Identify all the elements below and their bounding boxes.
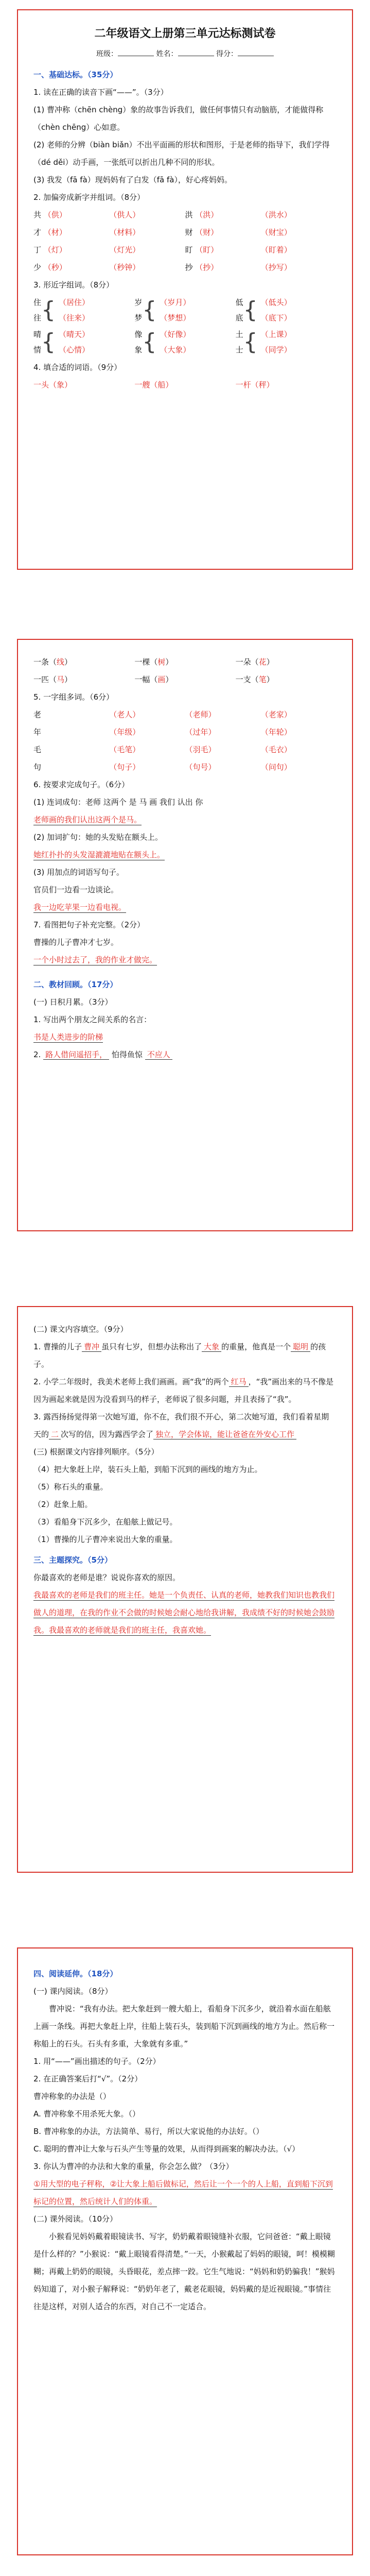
q2-row: 共 （供） （供人） 洪 （洪） （洪水） <box>33 210 292 219</box>
q6-3-answer: 我一边吃苹果一边看电视。 <box>33 903 127 912</box>
s2-q3-item: （1）曹操的儿子曹冲来说出大象的重量。 <box>33 1535 178 1544</box>
s4-q2-passage: 小猴看见妈妈戴着眼镜读书、写字，奶奶戴着眼镜缝补衣服，它问爸爸：“戴上眼镜是什么样的？”小猴说：“戴上眼镜看得清楚。”一天，小猴戴起了妈妈的眼镜，呵！模模糊糊；再戴上奶奶的眼镜，头昏眼花，差点摔一跤。它生气地说：“妈妈和奶奶骗我！”猴妈妈知道了，对小猴子解释说：“奶奶年老了，戴老花眼镜，妈妈戴的是近视眼镜。”事情往往是这样，对别人适合的东西，对自己不一定适合。 <box>33 2232 335 2311</box>
q4-item: 一艘（船） <box>134 380 173 389</box>
s2-q1-1-answer: 书是人类进步的阶梯 <box>33 1032 103 1042</box>
section-4-title: 四、阅读延伸。（18分） <box>33 1969 118 1978</box>
s2-q2-1: 1. 曹操的儿子 曹冲 虽只有七岁，但想办法称出了 大象 的重量，他真是一个 聪明 的孩子。 <box>33 1342 326 1369</box>
q6-3: (3) 用加点的词语写句子。 <box>33 868 125 877</box>
s4-q1-1: 1. 用“——”画出描述的句子。（2分） <box>33 2057 161 2066</box>
q2-rows <box>33 206 337 276</box>
s3-answer: 我最喜欢的老师是我们的班主任。她是一个负责任、认真的老师，她教我们知识也教我们做人的道理，在我的作业不会做的时候她会耐心地给我讲解，我成绩不好的时候她会鼓励我。我最喜欢的老师就是我们的班主任，我喜欢她。 <box>33 1590 335 1635</box>
s2-q3-item: （4）把大象赶上岸，装石头上船，到船下沉到的画线的地方为止。 <box>33 1465 262 1474</box>
q5-row: 年 （年级） （过年） （年轮） <box>33 727 292 737</box>
q3-group: 住 往 { （居住） （往来） <box>33 297 90 323</box>
section-2-title: 二、教材回顾。（17分） <box>33 980 118 989</box>
s4-q1-2: 2. 在正确答案后打“√”。（2分） <box>33 2074 143 2083</box>
q1-line-2: (2) 老师的分辨（biàn biǎn）不出平面画的形状和图形，于是老师的指导下，我们学得（dé děi）动手画，一张纸可以折出几种不同的形状。 <box>33 140 330 167</box>
s2-q2-3: 3. 露西扬扬觉得第一次她写道，你不在，我们很不开心，第二次她写道，我们看着星期天的 二 次写的信，因为露西学会了 独立，学会体谅，能让爸爸在外安心工作 <box>33 1412 329 1439</box>
card-4 <box>17 1947 353 2555</box>
s2-q1-prompt: (一) 日积月累。（3分） <box>33 997 113 1007</box>
q4-item: 一头（象） <box>33 380 73 389</box>
q3-group: 岁 梦 { （岁月） （梦想） <box>134 297 191 323</box>
q5-row: 句 （句子） （句号） （问句） <box>33 762 292 772</box>
q3-group: 像 象 { （好像） （大象） <box>134 329 191 355</box>
q4-items-2a: 一条（线） 一棵（树） 一朵（花） <box>33 657 274 667</box>
q5-prompt: 5. 一字组多词。（6分） <box>33 692 114 702</box>
section-1-title: 一、基础达标。（35分） <box>33 70 118 79</box>
card-2 <box>17 639 353 1231</box>
s2-q3-item: （5）称石头的重量。 <box>33 1482 108 1492</box>
q1-line-1: (1) 曹冲称（chēn chèng）象的故事告诉我们，做任何事情只有动脑筋，才能做得称（chèn chēng）心如意。 <box>33 105 324 132</box>
s2-q2-2: 2. 小学二年级时，我美术老师上我们画画。画“我”的两个 红马 ，“我”画出来的马不像是因为画起来就是因为没看到马的样子，老师说了很多问题，并且表扬了“我”。 <box>33 1377 334 1404</box>
card-3 <box>17 1306 353 1873</box>
q4-items <box>33 376 337 394</box>
s4-q1-2-opt: C. 聪明的曹冲让大象与石头产生等量的效果，从而得到画案的解决办法。（√） <box>33 2144 300 2154</box>
q7-prompt: 7. 看图把句子补充完整。（2分） <box>33 920 145 929</box>
s2-q3-item: （3）看船身下沉多少，在船舷上做记号。 <box>33 1517 178 1527</box>
section-3-title: 三、主题探究。（5分） <box>33 1555 112 1565</box>
s4-q1-3-answer: ①用大型的电子秤称，②让大象上船后做标记，然后让一个一个的人上船，直到船下沉到标记的位置，然后统计人们的体重。 <box>33 2179 333 2206</box>
q7-answer: 一个小时过去了，我的作业才做完。 <box>33 955 157 964</box>
s4-q1-2q: 曹冲称象的办法是（） <box>33 2092 111 2101</box>
q3-groups-row-1 <box>33 295 337 326</box>
q6-2-answer: 她红扑扑的头发湿漉漉地贴在额头上。 <box>33 850 165 859</box>
name-label: 姓名： <box>156 50 178 58</box>
q3-prompt: 3. 形近字组词。（8分） <box>33 280 114 290</box>
s2-q1-2: 2. 路人借问遥招手， 怕得鱼惊 不应人 <box>33 1046 337 1063</box>
q6-1: (1) 连词成句：老师 这两个 是 马 画 我们 认出 你 <box>33 798 203 807</box>
q6-1-answer: 老师画的我们认出这两个是马。 <box>33 815 142 824</box>
card-1 <box>17 9 353 570</box>
s2-q3-item: （2）赶象上船。 <box>33 1500 93 1509</box>
q6-prompt: 6. 按要求完成句子。（6分） <box>33 780 130 789</box>
q3-group: 晴 情 { （晴天） （心情） <box>33 329 90 355</box>
s4-q1-3: 3. 你认为曹冲的办法和大象的重量，你会怎么做？（3分） <box>33 2162 234 2171</box>
s4-q2-prompt: (二) 课外阅读。（10分） <box>33 2214 118 2224</box>
class-label: 班级： <box>96 50 118 58</box>
q4-item: 一杆（秤） <box>235 380 274 389</box>
q3-groups-row-2 <box>33 327 337 358</box>
score-label: 得分： <box>216 50 238 58</box>
s4-q1-passage: 曹冲说：“我有办法。把大象赶到一艘大船上，看船身下沉多少，就沿着水面在船舷上画一条线。再把大象赶上岸，往船上装石头，装到船下沉到画线的地方为止。然后称一称船上的石头。石头有多重，大象就有多重。” <box>33 2004 335 2048</box>
q2-row: 少 （秒） （秒钟） 抄 （抄） （抄写） <box>33 263 292 272</box>
q4-prompt: 4. 填合适的词语。（9分） <box>33 363 122 372</box>
q2-row: 才 （材） （材料） 财 （财） （财宝） <box>33 228 292 237</box>
s2-q1-1: 1. 写出两个朋友之间关系的名言： <box>33 1015 152 1024</box>
s4-q1-2-opt: A. 曹冲称象不用杀死大象。（） <box>33 2109 140 2119</box>
q1-prompt: 1. 读在正确的读音下画“——”。（3分） <box>33 88 168 97</box>
s4-q1-prompt: (一) 课内阅读。（8分） <box>33 1987 113 1996</box>
s4-q1-2-opt: B. 曹冲称象的办法，方法简单、易行，所以大家说他的办法好。（） <box>33 2127 264 2136</box>
student-info <box>33 45 337 63</box>
q2-row: 丁 （灯） （灯光） 盯 （盯） （盯着） <box>33 245 292 255</box>
s3-prompt: 你最喜欢的老师是谁？说说你喜欢的原因。 <box>33 1573 181 1582</box>
q4-items-2b: 一匹（马） 一幅（画） 一支（笔） <box>33 675 274 684</box>
q1-line-3: (3) 我发（fā fà）现妈妈有了白发（fā fà），好心疼妈妈。 <box>33 175 232 184</box>
page-title: 二年级语文上册第三单元达标测试卷 <box>94 27 276 40</box>
s2-q2-prompt: (二) 课文内容填空。（9分） <box>33 1325 128 1334</box>
q5-row: 毛 （毛笔） （羽毛） （毛衣） <box>33 745 292 754</box>
s2-q3-prompt: (三) 根据课文内容排列顺序。（5分） <box>33 1447 159 1456</box>
q2-prompt: 2. 加偏旁成新字并组词。（8分） <box>33 193 145 202</box>
q3-group: 低 底 { （低头） （底下） <box>235 297 292 323</box>
q6-3-sentence: 官员们一边看一边谈论。 <box>33 885 119 894</box>
q6-2: (2) 加词扩句：她的头发贴在额头上。 <box>33 833 163 842</box>
q5-row: 老 （老人） （老师） （老家） <box>33 710 292 719</box>
q7-sentence: 曹操的儿子曹冲才七岁。 <box>33 938 119 947</box>
q3-group: 土 士 { （上课） （同学） <box>235 329 292 355</box>
